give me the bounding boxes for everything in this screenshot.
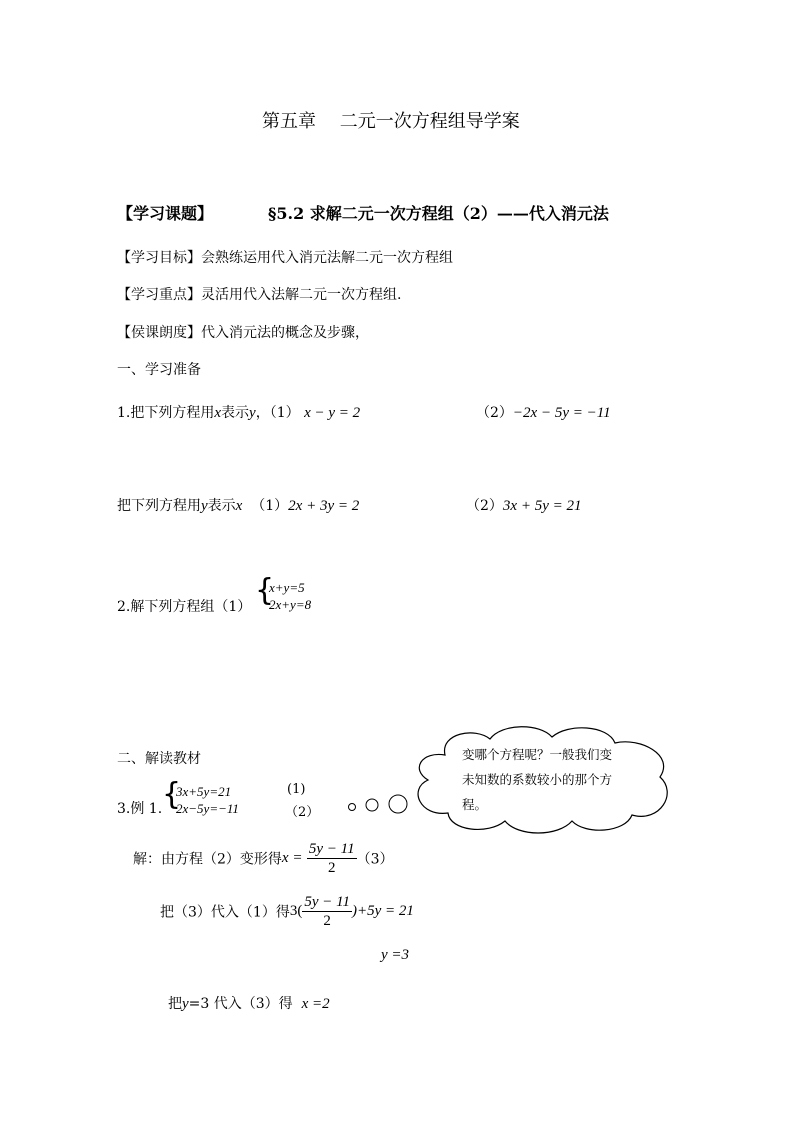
preview-label: 【侯课朗度】	[117, 325, 201, 341]
goal-text: 会熟练运用代入消元法解二元一次方程组	[201, 250, 453, 266]
q1a-var2: y	[249, 405, 256, 421]
step1-tag: （3）	[356, 851, 394, 868]
step1-var: x =	[281, 850, 303, 866]
example-tag2: （2）	[285, 805, 320, 820]
fraction-denominator: 2	[327, 860, 336, 876]
step4-prefix: 把	[168, 996, 182, 1012]
example-label: 3.例 1.	[117, 801, 163, 817]
q1b-var2: x	[235, 498, 243, 514]
q1b-idx2: （2）	[466, 498, 503, 514]
q1b-eq1: 2x + 3y = 2	[288, 498, 360, 514]
thought-bubble-large	[389, 795, 407, 813]
step4-mid: =3 代入（3）得	[188, 996, 293, 1012]
q2-line1: x+y=5	[269, 580, 305, 595]
q1b-eq2: 3x + 5y = 21	[502, 498, 582, 514]
focus-label: 【学习重点】	[117, 287, 201, 303]
question-2: 2.解下列方程组（1）	[117, 599, 252, 615]
lesson-section: §5.2 求解二元一次方程组（2）——代入消元法	[268, 204, 609, 223]
q1b-prefix: 把下列方程用	[117, 498, 201, 514]
step2-fraction	[302, 893, 352, 930]
fraction-denominator: 2	[323, 913, 331, 929]
example-tag1: (1)	[287, 782, 306, 797]
goal-row	[117, 247, 453, 267]
q1a-prefix: 1.把下列方程用	[117, 405, 215, 421]
step4-result: x =2	[301, 996, 330, 1012]
goal-label: 【学习目标】	[117, 250, 201, 266]
q1a-eq1: x − y = 2	[304, 405, 361, 421]
brace-icon: {	[162, 777, 182, 812]
lesson-label: 【学习课题】	[117, 204, 214, 223]
step1-prefix: 解：由方程（2）变形得	[133, 851, 282, 868]
question-1a-2	[476, 402, 611, 422]
solution-step2	[160, 893, 414, 933]
solution-step4	[168, 993, 330, 1013]
cloud-text: 变哪个方程呢？一般我们变未知数的系数较小的那个方程。	[462, 747, 613, 812]
fraction-numerator: 5y − 11	[304, 894, 350, 910]
solution-step1	[133, 840, 394, 876]
step4-var: y	[182, 996, 189, 1012]
part1-heading: 一、学习准备	[117, 362, 201, 378]
q1b-idx1: （1）	[251, 498, 289, 514]
q1a-var1: x	[214, 405, 222, 421]
example-line1: 3x+5y=21	[176, 784, 232, 799]
part2-heading: 二、解读教材	[117, 751, 201, 767]
focus-row	[117, 284, 401, 304]
step2-tail: )+5y = 21	[352, 903, 414, 919]
fraction-numerator: 5y − 11	[308, 841, 355, 857]
step2-coef: 3(	[289, 903, 303, 919]
question-2-system	[255, 573, 335, 614]
preview-text: 代入消元法的概念及步骤，	[201, 325, 369, 341]
thought-bubble-small	[349, 804, 356, 811]
thought-bubble-medium	[366, 799, 378, 811]
question-1a	[117, 402, 360, 422]
step1-fraction	[307, 840, 357, 877]
q1a-eq2: −2x − 5y = −11	[512, 405, 611, 421]
q1b-var1: y	[201, 498, 208, 514]
brace-icon: {	[255, 573, 275, 608]
question-1b	[117, 495, 359, 515]
focus-text: 灵活用代入法解二元一次方程组.	[201, 287, 402, 303]
example-line2: 2x−5y=−11	[176, 801, 239, 816]
q1a-idx2: （2）	[476, 405, 513, 421]
preview-row	[117, 322, 369, 342]
q2-line2: 2x+y=8	[269, 597, 312, 612]
q1b-mid: 表示	[207, 498, 236, 514]
q1a-suffix: ，（1）	[255, 405, 300, 421]
question-1b-2	[466, 495, 581, 515]
q1a-mid: 表示	[221, 405, 250, 421]
page-title: 第五章 二元一次方程组导学案	[262, 111, 520, 132]
step2-prefix: 把（3）代入（1）得	[160, 904, 290, 921]
solution-step3: y =3	[381, 947, 410, 963]
